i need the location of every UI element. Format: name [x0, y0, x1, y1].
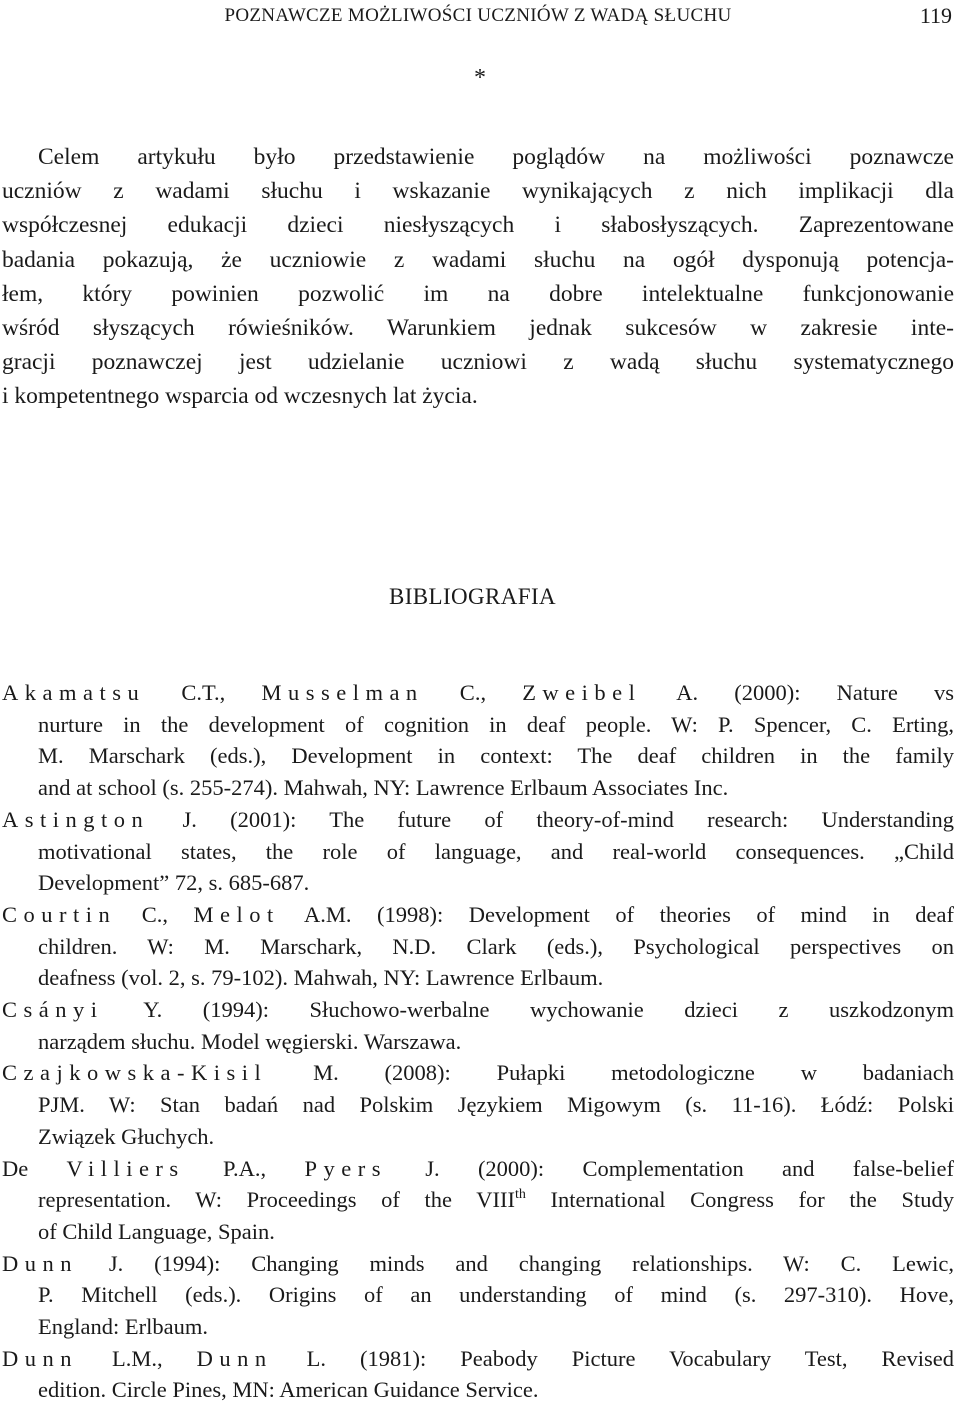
entry-text: P.A.,	[184, 1155, 305, 1181]
section-separator: *	[474, 65, 486, 91]
paragraph-line: uczniów z wadami słuchu i wskazanie wynikających z nich implikacji dla	[2, 178, 954, 205]
entry-line: PJM. W: Stan badań nad Polskim Językiem Migowym (s. 11-16). Łódź: Polski	[38, 1092, 954, 1118]
entry-line: narządem słuchu. Model węgierski. Warszawa.	[38, 1028, 462, 1054]
bibliography-entry	[2, 1057, 954, 1152]
entry-line	[2, 1184, 954, 1216]
author-name: Villiers	[66, 1155, 185, 1181]
entry-line: Związek Głuchych.	[38, 1123, 215, 1149]
entry-line: nurture in the development of cognition in deaf people. W: P. Spencer, C. Erting,	[38, 711, 954, 737]
entry-text: M. (2008): Pułapki metodologiczne w badaniach	[267, 1060, 954, 1086]
author-name: Dunn	[196, 1345, 273, 1371]
bibliography-entry	[2, 677, 954, 804]
entry-first-line	[2, 899, 954, 931]
entry-text: International Congress for the Study	[525, 1187, 955, 1213]
paragraph-line: wśród słyszących rówieśników. Warunkiem jednak sukcesów w zakresie inte-	[2, 315, 954, 342]
entry-first-line	[2, 804, 954, 836]
author-name: Csányi	[2, 997, 104, 1023]
entry-first-line	[2, 677, 954, 709]
entry-text: A. (2000): Nature vs	[641, 680, 954, 705]
paragraph-line: łem, który powinien pozwolić im na dobre intelektualne funkcjonowanie	[2, 280, 954, 307]
entry-line: motivational states, the role of language, and real-world consequences. „Child	[38, 838, 954, 864]
author-name: Courtin	[2, 901, 117, 927]
entry-line: England: Erlbaum.	[38, 1314, 208, 1340]
entry-text: representation. W: Proceedings of the VIII	[38, 1187, 516, 1213]
entry-text: De	[2, 1155, 67, 1181]
paragraph-line: gracji poznawczej jest udzielanie uczniowi z wadą słuchu systematycznego	[2, 349, 954, 376]
conclusion-paragraph	[2, 140, 954, 414]
bibliography-entry	[2, 899, 954, 994]
entry-first-line	[2, 1153, 954, 1185]
entry-first-line	[2, 1248, 954, 1280]
entry-text: L.M.,	[78, 1345, 197, 1371]
paragraph-line: Celem artykułu było przedstawienie poglądów na możliwości poznawcze	[38, 144, 954, 170]
running-title: POZNAWCZE MOŻLIWOŚCI UCZNIÓW Z WADĄ SŁUCHU	[224, 5, 732, 26]
author-name: Astington	[2, 806, 150, 832]
author-name: Musselman	[261, 680, 424, 705]
paragraph-line: współczesnej edukacji dzieci niesłyszących i słabosłyszących. Zaprezentowane	[2, 212, 954, 239]
entry-first-line	[2, 1057, 954, 1089]
entry-line: children. W: M. Marschark, N.D. Clark (eds.), Psychological perspectives on	[38, 933, 954, 959]
author-name: Pyers	[304, 1155, 387, 1181]
bibliography-entry	[2, 1248, 954, 1343]
author-name: Akamatsu	[2, 680, 146, 705]
entry-line: of Child Language, Spain.	[38, 1218, 275, 1244]
entry-first-line	[2, 1343, 954, 1375]
entry-line: deafness (vol. 2, s. 79-102). Mahwah, NY: Lawrence Erlbaum.	[38, 965, 604, 991]
bibliography-entry	[2, 1153, 954, 1248]
entry-text: A.M. (1998): Development of theories of mind in deaf	[279, 901, 954, 927]
entry-line: M. Marschark (eds.), Development in context: The deaf children in the family	[38, 743, 954, 769]
entry-text: L. (1981): Peabody Picture Vocabulary Test, Revised	[272, 1345, 955, 1371]
entry-text: J. (1994): Changing minds and changing relationships. W: C. Lewic,	[78, 1250, 954, 1276]
page-number: 119	[919, 3, 952, 28]
entry-text: C.,	[423, 680, 523, 705]
author-name: Dunn	[2, 1345, 78, 1371]
bibliography-heading: BIBLIOGRAFIA	[388, 584, 557, 609]
author-name: Melot	[193, 901, 280, 927]
author-name: Zweibel	[522, 680, 642, 705]
page-header	[0, 2, 956, 32]
entry-text: C.,	[116, 901, 194, 927]
entry-line: Development” 72, s. 685-687.	[38, 870, 310, 896]
entry-line: P. Mitchell (eds.). Origins of an understanding of mind (s. 297-310). Hove,	[38, 1282, 954, 1308]
entry-text: Y. (1994): Słuchowo-werbalne wychowanie dzieci z uszkodzonym	[103, 997, 954, 1023]
bibliography-entry	[2, 804, 954, 899]
author-name: Dunn	[2, 1250, 78, 1276]
entry-text: C.T.,	[145, 680, 262, 705]
bibliography-list	[2, 677, 954, 1406]
entry-text: J. (2001): The future of theory-of-mind research: Understanding	[149, 806, 954, 832]
entry-line: edition. Circle Pines, MN: American Guidance Service.	[38, 1377, 539, 1403]
entry-line: and at school (s. 255-274). Mahwah, NY: Lawrence Erlbaum Associates Inc.	[38, 775, 729, 801]
entry-text: J. (2000): Complementation and false-belief	[386, 1155, 954, 1181]
bibliography-entry	[2, 994, 954, 1057]
paragraph-line: i kompetentnego wsparcia od wczesnych lat życia.	[2, 383, 478, 410]
bibliography-entry	[2, 1343, 954, 1406]
author-name: Czajkowska-Kisil	[2, 1060, 268, 1086]
entry-first-line	[2, 994, 954, 1026]
ordinal-superscript: th	[515, 1187, 526, 1203]
paragraph-line: badania pokazują, że uczniowie z wadami słuchu na ogół dysponują potencja-	[2, 246, 954, 273]
